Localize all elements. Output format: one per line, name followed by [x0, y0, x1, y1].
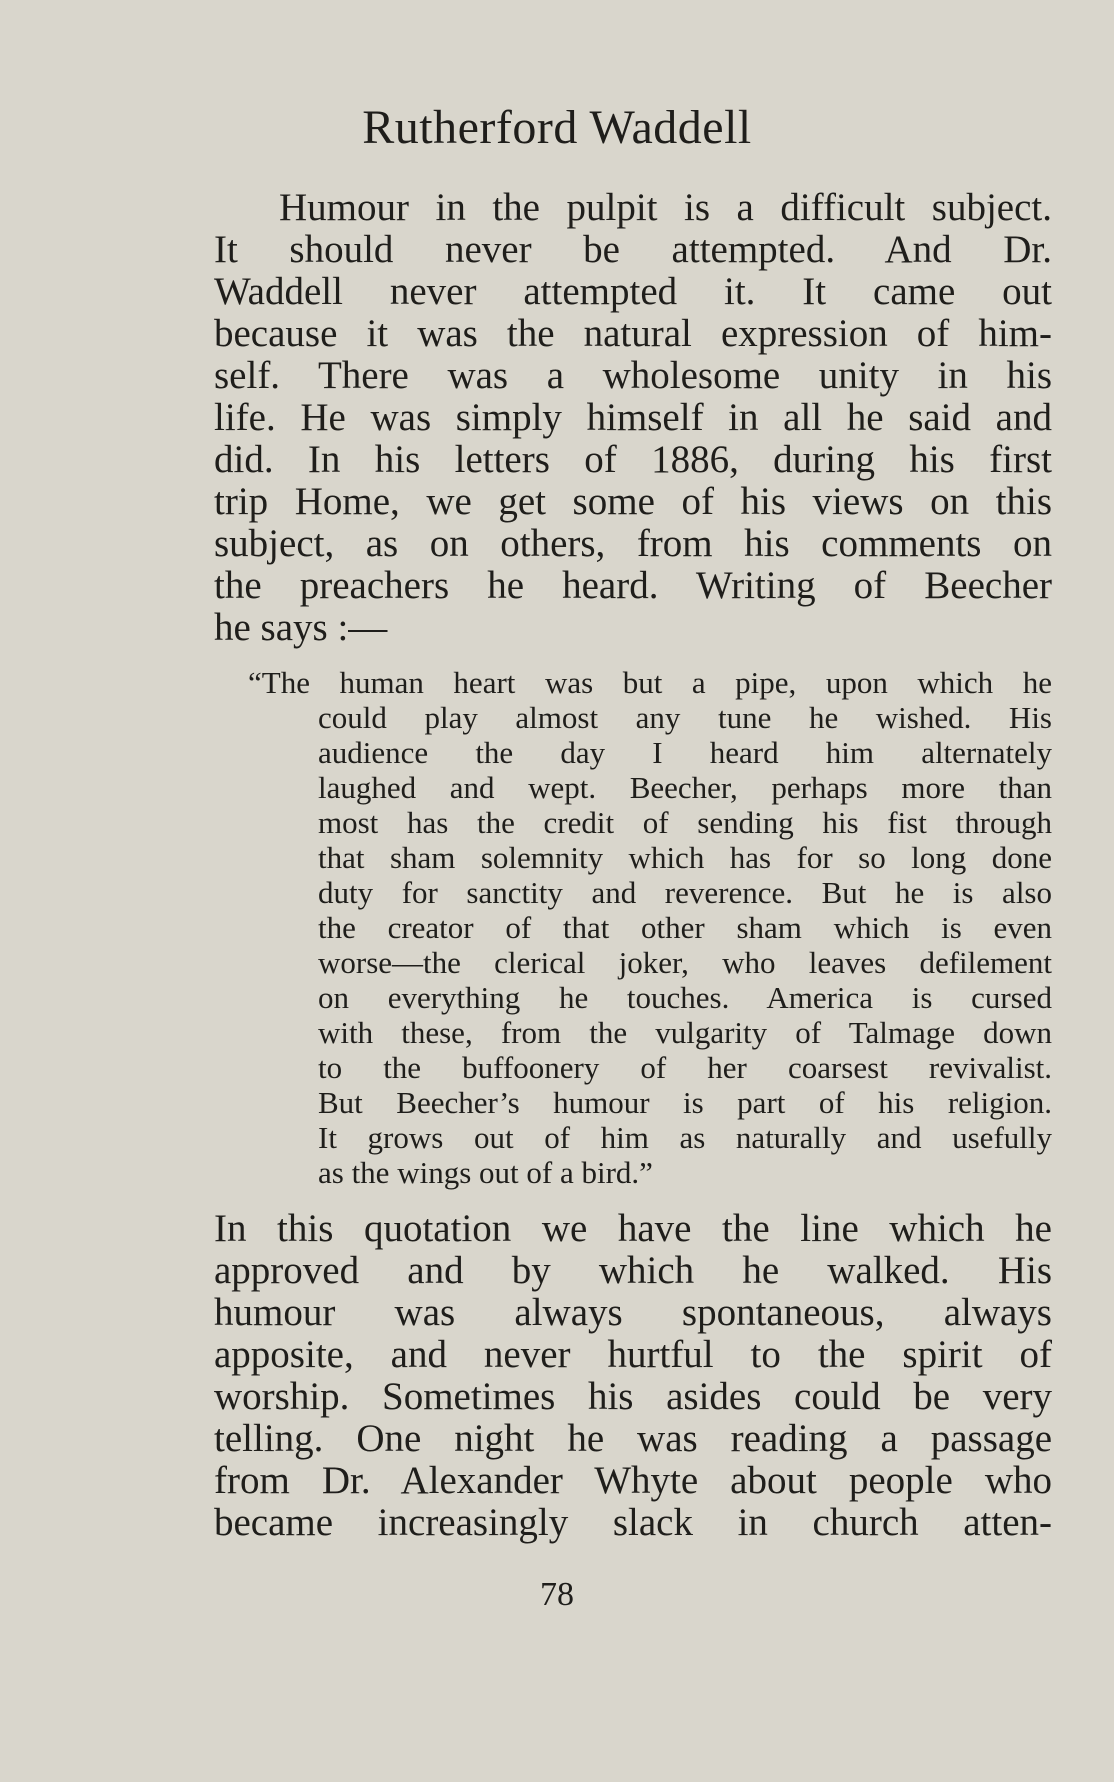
page-number: 78 [540, 1576, 574, 1613]
quotation-line: “The human heart was but a pipe, upon which he [248, 665, 1052, 700]
paragraph-line: In this quotation we have the line which he [214, 1207, 1052, 1250]
quotation-line: on everything he touches. America is cursed [318, 980, 1052, 1015]
quotation-line: with these, from the vulgarity of Talmage down [318, 1015, 1052, 1050]
paragraph-line: approved and by which he walked. His [214, 1249, 1052, 1292]
quotation-line: duty for sanctity and reverence. But he is also [318, 875, 1052, 910]
paragraph-line: telling. One night he was reading a passage [214, 1417, 1052, 1460]
quotation-line: as the wings out of a bird.” [318, 1155, 653, 1190]
quotation-line: the creator of that other sham which is even [318, 910, 1052, 945]
paragraph-line: self. There was a wholesome unity in his [214, 354, 1052, 397]
quotation-line: could play almost any tune he wished. His [318, 700, 1052, 735]
quotation-line: that sham solemnity which has for so long done [318, 840, 1052, 875]
quotation-line: laughed and wept. Beecher, perhaps more than [318, 770, 1052, 805]
quotation-line: It grows out of him as naturally and usefully [318, 1120, 1052, 1155]
paragraph-line: became increasingly slack in church atten- [214, 1501, 1052, 1544]
quotation-line: most has the credit of sending his fist through [318, 805, 1052, 840]
paragraph-line: Humour in the pulpit is a difficult subject. [279, 186, 1052, 229]
paragraph-line: Waddell never attempted it. It came out [214, 270, 1052, 313]
paragraph-line: did. In his letters of 1886, during his first [214, 438, 1052, 481]
paragraph-line: life. He was simply himself in all he said and [214, 396, 1052, 439]
paragraph-line: worship. Sometimes his asides could be very [214, 1375, 1052, 1418]
paragraph-line: subject, as on others, from his comments on [214, 522, 1052, 565]
paragraph-line: because it was the natural expression of him- [214, 312, 1052, 355]
paragraph-line: trip Home, we get some of his views on this [214, 480, 1052, 523]
quotation-line: to the buffoonery of her coarsest revivalist. [318, 1050, 1052, 1085]
paragraph-line: humour was always spontaneous, always [214, 1291, 1052, 1334]
paragraph-line: the preachers he heard. Writing of Beecher [214, 564, 1052, 607]
paragraph-line: It should never be attempted. And Dr. [214, 228, 1052, 271]
quotation-line: worse—the clerical joker, who leaves defilement [318, 945, 1052, 980]
running-head: Rutherford Waddell [362, 101, 752, 154]
paragraph-line: he says :— [214, 606, 388, 649]
quotation-line: But Beecher’s humour is part of his religion. [318, 1085, 1052, 1120]
paragraph-line: from Dr. Alexander Whyte about people who [214, 1459, 1052, 1502]
quotation-line: audience the day I heard him alternately [318, 735, 1052, 770]
paragraph-line: apposite, and never hurtful to the spirit of [214, 1333, 1052, 1376]
